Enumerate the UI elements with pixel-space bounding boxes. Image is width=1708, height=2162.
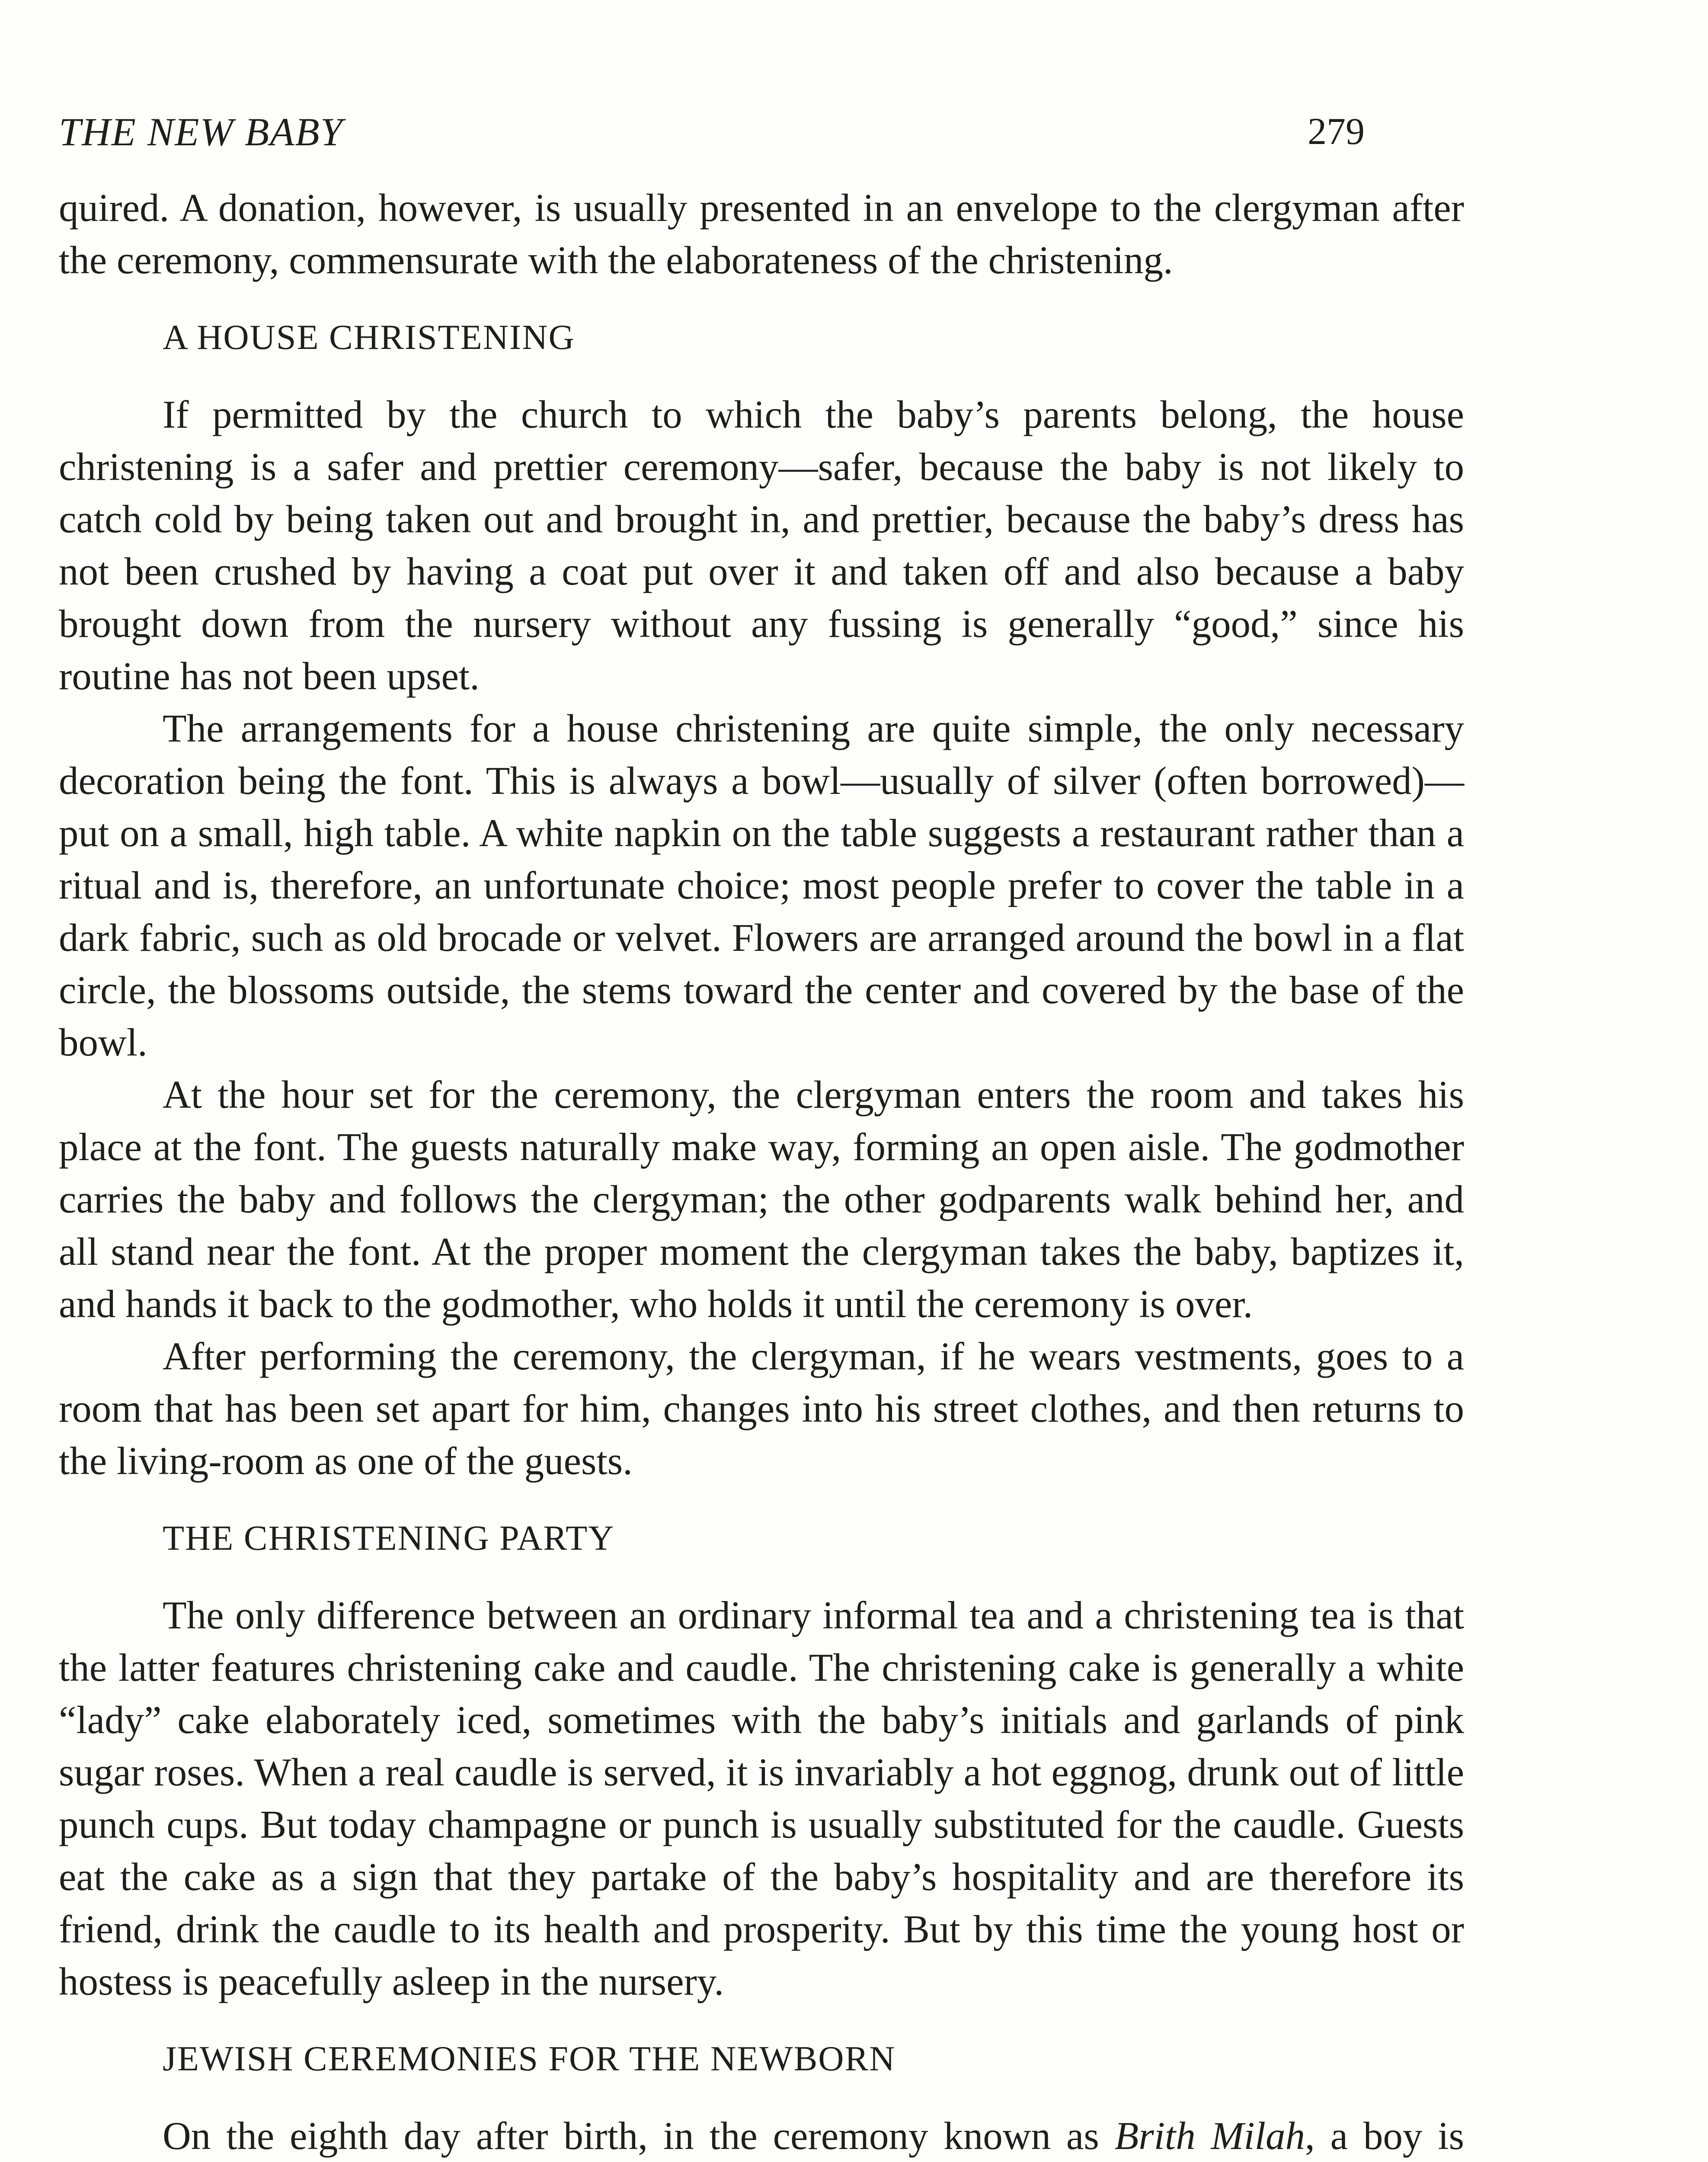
section-heading-christening-party: THE CHRISTENING PARTY bbox=[163, 1518, 615, 1558]
paragraph-house-christening: If permitted by the church to which the baby’s parents belong, the house christening is a safer and prettier ceremony—safer, because the baby is not likely to catch cold by being taken out and brought in, and prettier, because the baby’s dress has not been crushed by having a coat put over it and taken off and also because a baby brought down from the nursery without any fussing is generally “good,” since his routine has not been upset. bbox=[59, 393, 1464, 698]
page-number: 279 bbox=[1308, 111, 1365, 153]
paragraph-ceremony-hour: At the hour set for the ceremony, the clergyman enters the room and takes his place at the font. The guests naturally make way, forming an open aisle. The godmother carries the baby and follows the clergyman; the other godparents walk behind her, and all stand near the font. At the proper moment the clergyman takes the baby, baptizes it, and hands it back to the godmother, who holds it until the ceremony is over. bbox=[59, 1073, 1464, 1326]
paragraph-after-ceremony: After performing the ceremony, the clergyman, if he wears vestments, goes to a room that has been set apart for him, changes into his street clothes, and then returns to the living-room as one of the guests. bbox=[59, 1334, 1464, 1483]
body-text bbox=[59, 182, 1464, 2162]
paragraph-christening-party: The only difference between an ordinary informal tea and a christening tea is that the latter features christening cake and caudle. The christening cake is generally a white “lady” cake elaborately iced, sometimes with the baby’s initials and garlands of pink sugar roses. When a real caudle is served, it is invariably a hot eggnog, drunk out of little punch cups. But today champagne or punch is usually substituted for the caudle. Guests eat the cake as a sign that they partake of the baby’s hospitality and are therefore its friend, drink the caudle to its health and prosperity. But by this time the young host or hostess is peacefully asleep in the nursery. bbox=[59, 1593, 1464, 2003]
section-heading-house-christening: A HOUSE CHRISTENING bbox=[163, 317, 575, 357]
paragraph-continued: quired. A donation, however, is usually presented in an envelope to the clergyman after the ceremony, commensurate with the elaborateness of the christening. bbox=[59, 186, 1464, 282]
paragraph-jewish-ceremonies bbox=[59, 2110, 1464, 2162]
running-head bbox=[59, 99, 1365, 164]
italic-term: Brith Milah bbox=[1114, 2114, 1305, 2158]
text-run: , a boy is bbox=[1305, 2114, 1464, 2158]
running-title: THE NEW BABY bbox=[59, 110, 343, 154]
paragraph-arrangements: The arrangements for a house christening are quite simple, the only necessary decoration being the font. This is always a bowl—usually of silver (often borrowed)—put on a small, high table. A white napkin on the table suggests a restaurant rather than a ritual and is, therefore, an unfortunate choice; most people prefer to cover the table in a dark fabric, such as old brocade or velvet. Flowers are arranged around the bowl in a flat circle, the blossoms outside, the stems toward the center and covered by the base of the bowl. bbox=[59, 707, 1464, 1064]
section-heading-jewish-ceremonies: JEWISH CEREMONIES FOR THE NEWBORN bbox=[163, 2039, 896, 2078]
text-run: On the eighth day after birth, in the ceremony known as bbox=[163, 2114, 1115, 2158]
